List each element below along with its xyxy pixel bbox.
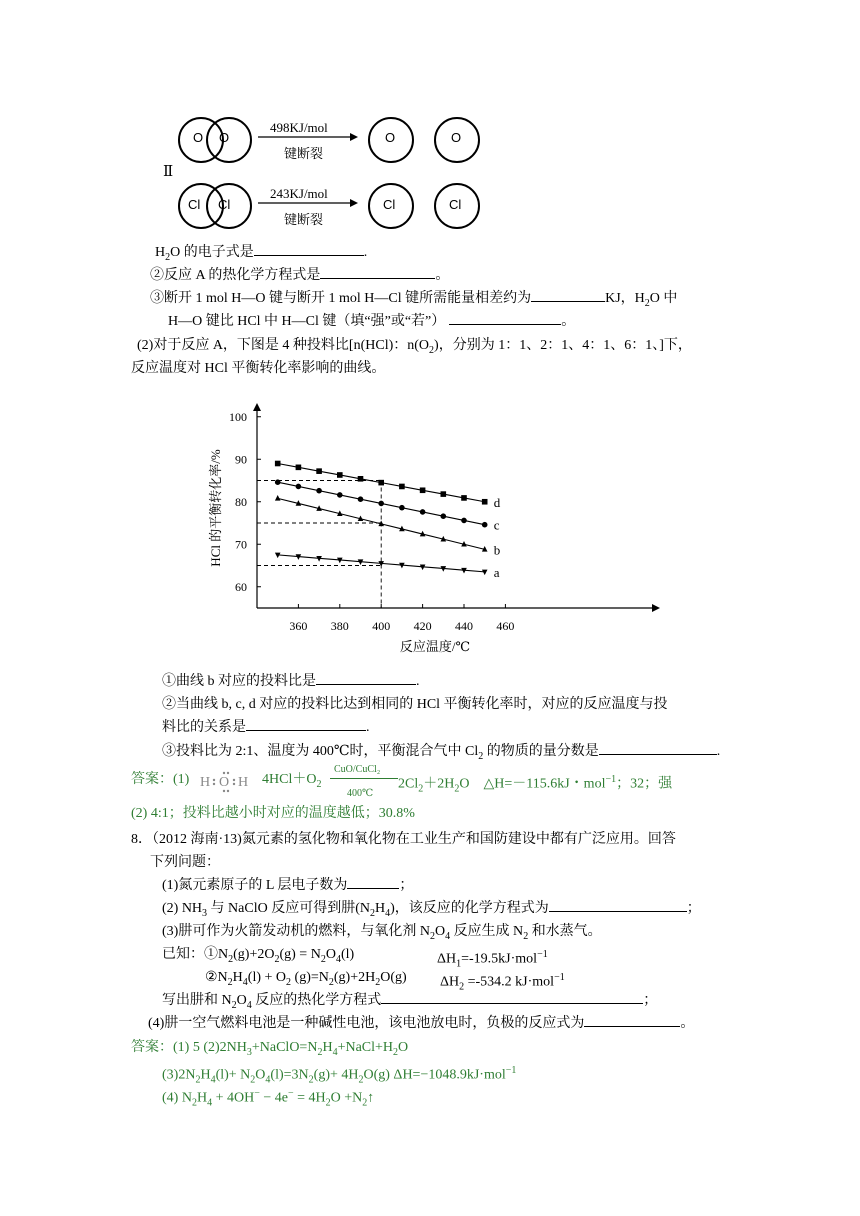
y-tick-label: 90 bbox=[235, 452, 247, 467]
x-tick-label: 460 bbox=[496, 619, 515, 633]
data-point-c bbox=[441, 513, 447, 519]
answer-8-line2: $(3)2N_2H_4(l)+ N_2O_4(l)=3N_2(g)+ 4H_2O(g)$ ΔH=−1048.9kJ·mol$^{-1}$ bbox=[162, 1065, 517, 1086]
answer-1: 答案：(1) bbox=[131, 772, 190, 787]
q8-p2: (2) $NH_3$ 与 NaClO 反应可得到肼$(N_2H_4)$，该反应的化学方程式为 ； bbox=[162, 901, 701, 919]
y-tick-label: 70 bbox=[235, 537, 247, 552]
svg-text:O: O bbox=[219, 775, 230, 790]
answer-8-line1: 答案：(1) 5 $(2)2NH_3+NaClO=N_2H_4+NaCl+H_2O$ bbox=[131, 1040, 409, 1058]
q8-p3: (3)肼可作为火箭发动机的燃料，与氧化剂 $N_2O_4$ 反应生成 $N_2$ 和水蒸气。 bbox=[162, 924, 602, 942]
q8-known1: 已知：$①N_2(g)+2O_2(g) = N_2O_4(l)$ bbox=[162, 947, 355, 965]
x-axis-label: 反应温度/℃ bbox=[399, 639, 471, 654]
atom-label: Cl bbox=[218, 197, 231, 212]
catalyst-label: CuO/CuCl₂ bbox=[334, 764, 381, 775]
q2-intro: (2)对于反应 A，下图是 4 种投料比[n(HCl)：$n(O_2)$，分别为 1：1、2：1、4：1、6：1、]下， bbox=[137, 338, 692, 356]
y-tick-label: 60 bbox=[235, 579, 247, 594]
q8-dh1: $\Delta H_1=-19.5kJ\cdot mol^{-1}$ bbox=[437, 949, 548, 970]
q8-p4: (4)肼一空气燃料电池是一种碱性电池，该电池放电时，负极的反应式为 。 bbox=[148, 1016, 695, 1031]
q1-item3: ③断开 1 mol H—O 键与断开 1 mol H—Cl 键所需能量相差约为 KJ，$H_2O$ 中 bbox=[150, 291, 678, 309]
data-point-d bbox=[420, 487, 426, 493]
q1-item2: ②反应 A 的热化学方程式是 。 bbox=[150, 268, 450, 283]
y-axis-arrow-icon bbox=[253, 403, 261, 411]
data-point-d bbox=[275, 461, 281, 467]
q8-write: 写出肼和 $N_2O_4$ 反应的热化学方程式 ； bbox=[162, 993, 658, 1011]
data-point-c bbox=[420, 509, 426, 515]
conversion-chart bbox=[200, 385, 670, 660]
atom-label: Cl bbox=[449, 197, 462, 212]
q1-item3-cont: H—O 键比 HCl 中 H—Cl 键（填“强”或“若”） 。 bbox=[168, 314, 576, 329]
q2-item1: ①曲线 b 对应的投料比是 . bbox=[162, 674, 420, 689]
data-point-c bbox=[399, 505, 405, 511]
svg-text:H: H bbox=[200, 775, 211, 790]
arrow-caption: 键断裂 bbox=[284, 212, 324, 227]
data-point-d bbox=[399, 484, 405, 490]
data-point-d bbox=[296, 465, 302, 471]
data-point-d bbox=[337, 472, 343, 478]
atom-label: Cl bbox=[383, 197, 396, 212]
x-tick-label: 400 bbox=[372, 619, 391, 633]
h2o-electron-formula-prompt: $H_2O$ 的电子式是 . bbox=[155, 245, 368, 263]
y-tick-label: 80 bbox=[235, 494, 247, 509]
data-point-c bbox=[358, 496, 364, 502]
arrow-caption: 键断裂 bbox=[284, 146, 324, 161]
arrow-energy-label: 243KJ/mol bbox=[270, 186, 328, 201]
atom-label: O bbox=[451, 130, 462, 145]
series-label-d: d bbox=[493, 494, 501, 510]
atom-label: Cl bbox=[188, 197, 201, 212]
atom-label: O bbox=[193, 130, 204, 145]
svg-text:H: H bbox=[238, 775, 249, 790]
data-point-c bbox=[316, 488, 322, 494]
series-label-c: c bbox=[493, 517, 500, 533]
q8-title-cont: 下列问题： bbox=[150, 855, 220, 870]
q2-intro-2: 反应温度对 HCl 平衡转化率影响的曲线。 bbox=[131, 361, 386, 376]
data-point-d bbox=[461, 495, 467, 501]
q8-dh2: $\Delta H_2 =-534.2$ kJ·mol$^{-1}$ bbox=[440, 972, 565, 993]
q2-item3: ③投料比为 2:1、温度为 400℃时，平衡混合气中 $Cl_2$ 的物质的量分数是 . bbox=[162, 744, 721, 762]
q2-item2: ②当曲线 b, c, d 对应的投料比达到相同的 HCl 平衡转化率时，对应的反应温度与投 bbox=[162, 697, 668, 712]
right-arrow-icon bbox=[258, 130, 358, 144]
series-label-b: b bbox=[493, 542, 501, 558]
data-point-c bbox=[482, 522, 488, 528]
x-tick-label: 360 bbox=[289, 619, 308, 633]
roman-numeral-label: Ⅱ bbox=[163, 164, 174, 180]
data-point-d bbox=[358, 476, 364, 482]
data-point-c bbox=[461, 518, 467, 524]
x-axis-arrow-icon bbox=[652, 604, 660, 612]
data-point-d bbox=[441, 491, 447, 497]
data-point-a bbox=[482, 570, 488, 576]
h2o-lewis-structure-icon bbox=[200, 768, 258, 794]
condition-label: 400℃ bbox=[347, 788, 374, 799]
right-arrow-icon bbox=[258, 196, 358, 210]
x-tick-label: 440 bbox=[455, 619, 473, 633]
q8-title: 8．（2012 海南·13)氮元素的氢化物和氧化物在工业生产和国防建设中都有广泛应用。回答 bbox=[131, 832, 676, 847]
x-tick-label: 420 bbox=[413, 619, 432, 633]
answer-1-products: $2Cl_2+2H_2O$ △H=－115.6kJ・mol$^{-1}$；32；强 bbox=[398, 774, 673, 795]
data-point-c bbox=[337, 492, 343, 498]
y-axis-label: HCl 的平衡转化率/% bbox=[208, 449, 223, 567]
series-label-a: a bbox=[493, 564, 500, 580]
arrow-energy-label: 498KJ/mol bbox=[270, 120, 328, 135]
atom-label: O bbox=[385, 130, 396, 145]
x-tick-label: 380 bbox=[330, 619, 349, 633]
data-point-d bbox=[378, 480, 384, 486]
equation-arrow bbox=[330, 778, 398, 779]
q8-known2: $②N_2H_4(l) + O_2$ $(g)=N_2(g)+2H_2O(g)$ bbox=[205, 970, 407, 988]
y-tick-label: 100 bbox=[229, 409, 247, 424]
q8-p1: (1)氮元素原子的 L 层电子数为 ； bbox=[162, 878, 414, 893]
data-point-d bbox=[316, 468, 322, 474]
data-point-b bbox=[275, 495, 281, 501]
answer-8-line3: (4) $N_2H_4 + 4OH^- - 4e^- = 4H_2O$ $+N_2↑$ bbox=[162, 1088, 375, 1109]
answer-1-equation: $4HCl+O_2$ bbox=[262, 772, 322, 790]
data-point-d bbox=[482, 499, 488, 505]
data-point-c bbox=[275, 479, 281, 485]
data-point-c bbox=[378, 501, 384, 507]
answer-1-part2: (2) 4:1；投料比越小时对应的温度越低；30.8% bbox=[131, 806, 415, 821]
data-point-c bbox=[296, 484, 302, 490]
q2-item2-cont: 料比的关系是 . bbox=[162, 720, 370, 735]
atom-label: O bbox=[219, 130, 230, 145]
